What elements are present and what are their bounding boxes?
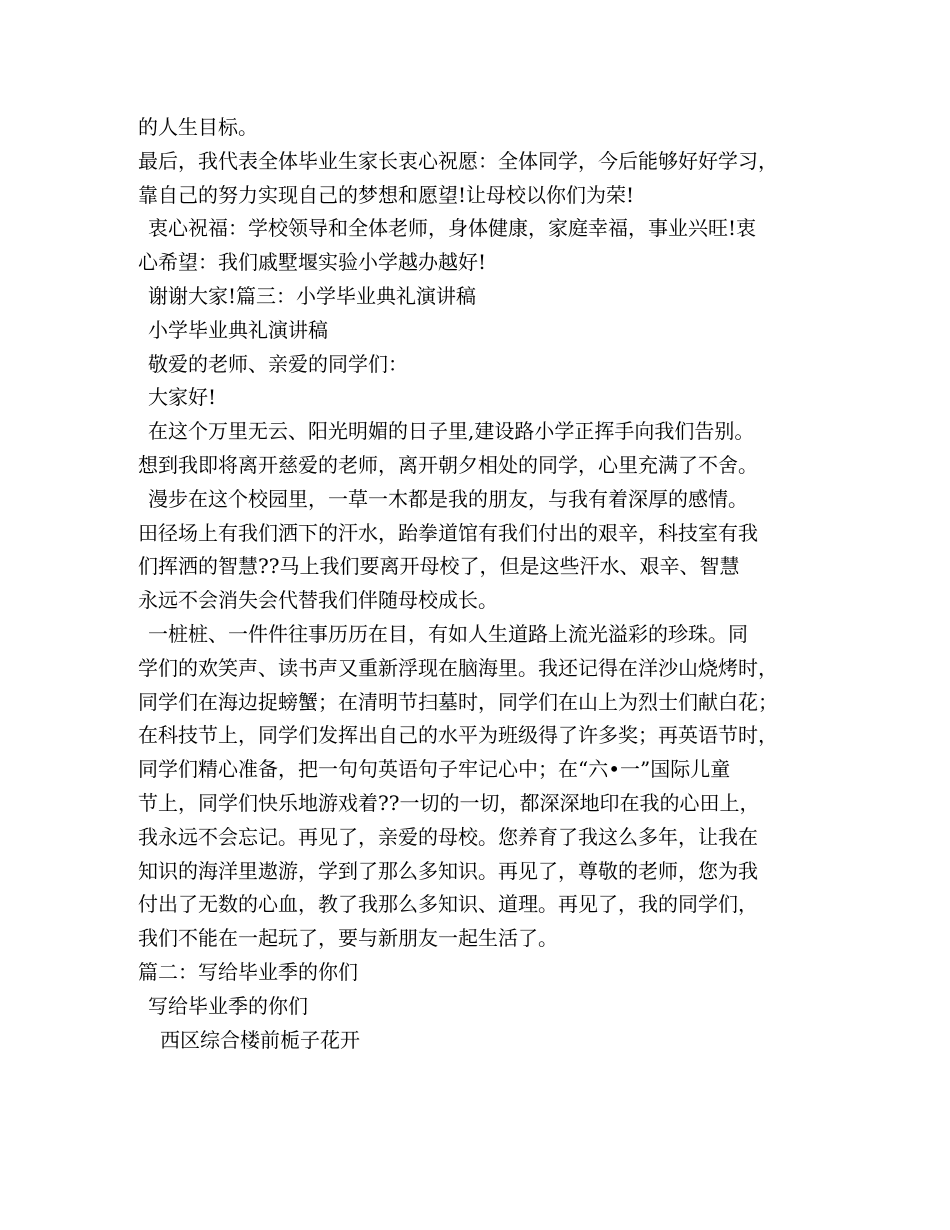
text-line: 想到我即将离开慈爱的老师，离开朝夕相处的同学，心里充满了不舍。 [138, 452, 758, 477]
text-line: 在科技节上，同学们发挥出自己的水平为班级得了许多奖；再英语节时， [138, 723, 778, 748]
text-line: 我们不能在一起玩了，要与新朋友一起生活了。 [138, 926, 558, 951]
text-line: 同学们精心准备，把一句句英语句子牢记心中；在“六•一”国际儿童 [138, 757, 731, 782]
text-line: 谢谢大家!篇三：小学毕业典礼演讲稿 [148, 283, 477, 308]
text-line: 同学们在海边捉螃蟹；在清明节扫墓时，同学们在山上为烈士们献白花； [138, 689, 778, 714]
text-line: 写给毕业季的你们 [148, 993, 308, 1018]
text-line: 在这个万里无云、阳光明媚的日子里,建设路小学正挥手向我们告别。 [148, 419, 755, 444]
text-line: 衷心祝福：学校领导和全体老师，身体健康，家庭幸福，事业兴旺!衷 [148, 216, 757, 241]
text-line: 付出了无数的心血，教了我那么多知识、道理。再见了，我的同学们， [138, 892, 758, 917]
text-line: 心希望：我们戚墅堰实验小学越办越好! [138, 250, 487, 275]
text-line: 节上，同学们快乐地游戏着??一切的一切，都深深地印在我的心田上， [138, 790, 760, 815]
text-line: 篇二：写给毕业季的你们 [138, 959, 358, 984]
text-line: 我永远不会忘记。再见了，亲爱的母校。您养育了我这么多年，让我在 [138, 824, 758, 849]
text-line: 田径场上有我们洒下的汗水，跆拳道馆有我们付出的艰辛，科技室有我 [138, 520, 758, 545]
text-line: 一桩桩、一件件往事历历在目，有如人生道路上流光溢彩的珍珠。同 [148, 621, 748, 646]
text-line: 们挥洒的智慧??马上我们要离开母校了，但是这些汗水、艰辛、智慧 [138, 554, 740, 579]
text-line: 敬爱的老师、亲爱的同学们： [148, 351, 408, 376]
text-line: 知识的海洋里遨游，学到了那么多知识。再见了，尊敬的老师，您为我 [138, 858, 758, 883]
text-line: 靠自己的努力实现自己的梦想和愿望!让母校以你们为荣! [138, 182, 635, 207]
text-line: 漫步在这个校园里，一草一木都是我的朋友，与我有着深厚的感情。 [148, 486, 748, 511]
text-line: 永远不会消失会代替我们伴随母校成长。 [138, 588, 498, 613]
text-line: 西区综合楼前栀子花开 [160, 1027, 360, 1052]
text-line: 学们的欢笑声、读书声又重新浮现在脑海里。我还记得在洋沙山烧烤时， [138, 655, 778, 680]
text-line: 小学毕业典礼演讲稿 [148, 317, 328, 342]
text-line: 最后，我代表全体毕业生家长衷心祝愿：全体同学，今后能够好好学习， [138, 148, 778, 173]
text-line: 的人生目标。 [138, 115, 258, 139]
text-line: 大家好! [148, 385, 217, 410]
document-body [138, 111, 838, 1057]
